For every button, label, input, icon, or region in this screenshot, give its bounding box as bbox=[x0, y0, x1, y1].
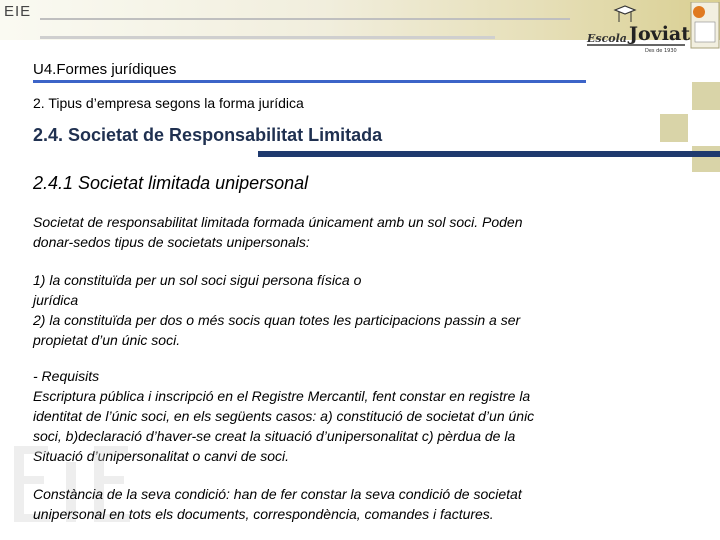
requisits-line: - Requisits bbox=[33, 368, 100, 384]
page-title: 2.4. Societat de Responsabilitat Limitada bbox=[33, 125, 383, 145]
intro-line: Societat de responsabilitat limitada formada únicament amb un sol soci. Poden bbox=[33, 214, 523, 230]
brand-label: EIE bbox=[4, 3, 32, 20]
intro-line: donar-sedos tipus de societats unipersonals: bbox=[33, 234, 310, 250]
decor-square bbox=[660, 114, 688, 142]
escola-joviat-logo bbox=[585, 2, 720, 54]
header-stripe bbox=[40, 36, 495, 39]
decor-square bbox=[692, 146, 720, 172]
decor-square bbox=[692, 82, 720, 110]
constancia-line: unipersonal en tots els documents, correspondència, comandes i factures. bbox=[33, 506, 494, 522]
requisits-line: soci, b)declaració d’haver-se creat la situació d’unipersonalitat c) pèrdua de la bbox=[33, 428, 516, 444]
type-line: 2) la constituïda per dos o més socis quan totes les participacions passin a ser bbox=[33, 312, 521, 328]
type-line: 1) la constituïda per un sol soci sigui persona física o bbox=[33, 272, 362, 288]
unit-underline bbox=[33, 80, 586, 83]
svg-text:Joviat: Joviat bbox=[629, 23, 691, 45]
svg-text:Des de 1930: Des de 1930 bbox=[645, 48, 677, 54]
type-line: propietat d’un únic soci. bbox=[33, 332, 181, 348]
unit-heading: U4.Formes jurídiques bbox=[33, 61, 177, 78]
header-stripe bbox=[40, 18, 570, 20]
requisits-line: identitat de l’únic soci, en els següents casos: a) constitució de societat d’un únic bbox=[33, 408, 535, 424]
section-heading: 2. Tipus d’empresa segons la forma jurídica bbox=[33, 95, 304, 111]
type-line: jurídica bbox=[33, 292, 79, 308]
title-underline bbox=[258, 151, 720, 157]
constancia-line: Constància de la seva condició: han de fer constar la seva condició de societat bbox=[33, 486, 522, 502]
requisits-line: Escriptura pública i inscripció en el Registre Mercantil, fent constar en registre la bbox=[33, 388, 531, 404]
requisits-line: Situació d’unipersonalitat o canvi de soci. bbox=[33, 448, 290, 464]
svg-text:Escola: Escola bbox=[587, 32, 627, 45]
subtitle: 2.4.1 Societat limitada unipersonal bbox=[33, 173, 309, 193]
